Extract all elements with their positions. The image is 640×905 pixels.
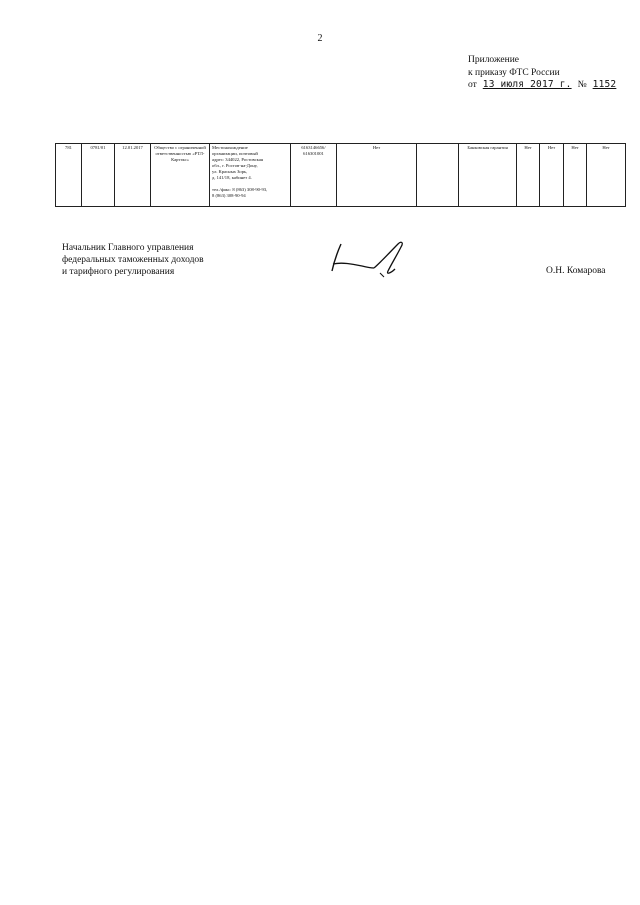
signer-title: Начальник Главного управления федеральных таможенных доходов и тарифного регулирования xyxy=(62,243,204,277)
registry-table xyxy=(55,143,626,207)
cell-col7: Нет xyxy=(337,144,417,207)
cell-address: Местонахождение организации, почтовый адрес: 344022, Ростовская обл., г. Ростов-на-Дону, ул. Красных Зорь, д. 141/18, кабинет 4. тел./факс: 8 (863) 308-90-93, 8 (863) 308-90-94 xyxy=(210,144,291,207)
appendix-header xyxy=(468,54,616,92)
signer-name: О.Н. Комарова xyxy=(546,266,606,276)
cell-organization: Общество с ограниченной ответственностью «РТЛ-Картэкс» xyxy=(151,144,210,207)
cell-col13: Нет xyxy=(587,144,626,207)
handwritten-signature xyxy=(328,238,408,278)
page-number: 2 xyxy=(317,33,323,44)
cell-guarantee: Банковская гарантия xyxy=(459,144,517,207)
cell-col11: Нет xyxy=(540,144,564,207)
appendix-number: 1152 xyxy=(592,79,617,90)
cell-date: 12.01.2017 xyxy=(115,144,151,207)
appendix-date-line xyxy=(468,79,616,92)
cell-registry-number: 0781/01 xyxy=(82,144,115,207)
cell-col12: Нет xyxy=(564,144,587,207)
cell-col10: Нет xyxy=(517,144,540,207)
cell-number: 781 xyxy=(56,144,82,207)
appendix-ot: от xyxy=(468,80,477,90)
appendix-order-ref: к приказу ФТС России xyxy=(468,67,560,78)
cell-inn-kpp: 6163146656/ 616301001 xyxy=(291,144,337,207)
cell-col8 xyxy=(417,144,459,207)
appendix-date: 13 июля 2017 г. xyxy=(482,79,572,90)
table-row xyxy=(56,144,626,207)
appendix-no-sign: № xyxy=(577,80,587,90)
appendix-title: Приложение xyxy=(468,55,519,65)
